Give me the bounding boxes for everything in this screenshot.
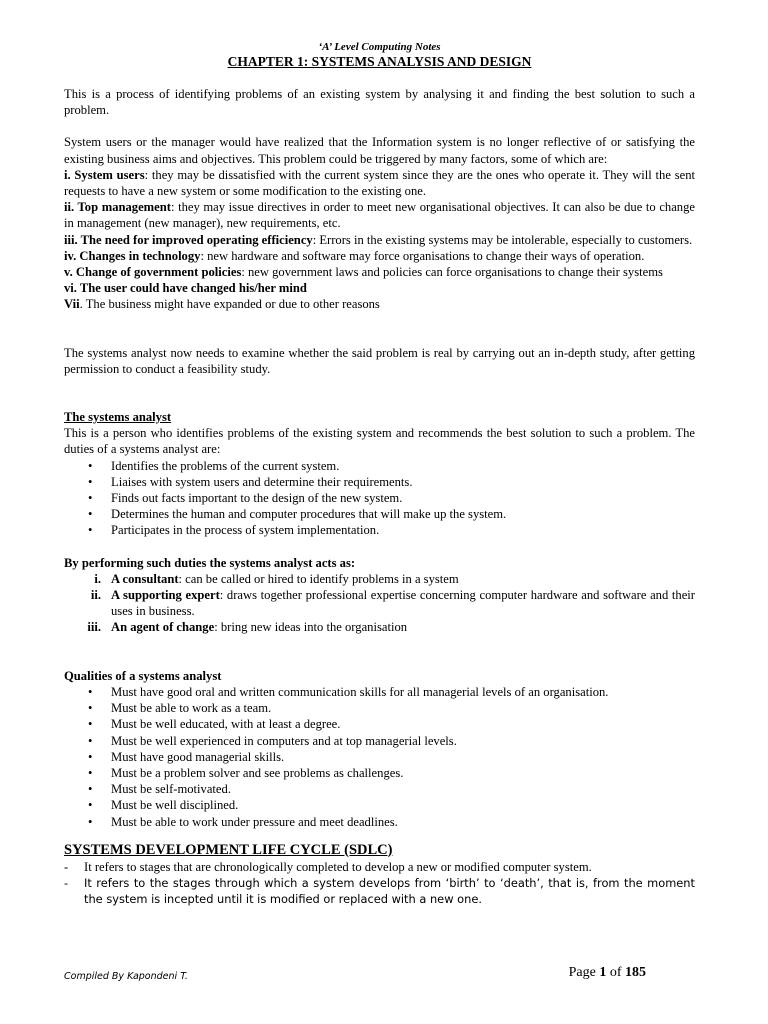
trigger-label: v. Change of government policies	[64, 265, 242, 280]
list-item: • Participates in the process of system implementation.	[64, 522, 695, 538]
list-item: • Identifies the problems of the current system.	[64, 458, 695, 474]
list-item: • Must be well experienced in computers and at top managerial levels.	[64, 733, 695, 749]
feasibility-paragraph: The systems analyst now needs to examine whether the said problem is real by carrying out an in-depth study, after getting permission to conduct a feasibility study.	[64, 345, 695, 376]
role-label: An agent of change	[111, 620, 215, 635]
trigger-item	[64, 264, 695, 280]
role-number: iii.	[87, 620, 101, 635]
trigger-text: : Errors in the existing systems may be intolerable, especially to customers.	[312, 232, 693, 247]
analyst-paragraph: This is a person who identifies problems of the existing system and recommends the best solution to such a problem. The duties of a systems analyst are:	[64, 426, 695, 457]
trigger-item	[64, 248, 695, 264]
role-label: A supporting expert	[111, 588, 220, 603]
role-label: A consultant	[111, 571, 179, 586]
trigger-text: : new hardware and software may force organisations to change their ways of operation.	[200, 248, 645, 263]
document-page	[64, 40, 695, 907]
triggers-intro-paragraph: System users or the manager would have realized that the Information system is no longer reflective of or satisfying the existing business aims and objectives. This problem could be triggered by many factors, some of which are:	[64, 135, 695, 166]
trigger-label: Vii	[64, 297, 80, 312]
list-item: • Must be self-motivated.	[64, 781, 695, 797]
chapter-title: CHAPTER 1: SYSTEMS ANALYSIS AND DESIGN	[227, 54, 532, 69]
list-item: • Must have good oral and written communication skills for all managerial levels of an organisation.	[64, 684, 695, 700]
role-number: i.	[94, 571, 101, 586]
trigger-item	[64, 296, 695, 312]
trigger-label: ii. Top management	[64, 200, 171, 215]
list-item: • Must have good managerial skills.	[64, 749, 695, 765]
duties-list	[64, 458, 695, 539]
role-text: : can be called or hired to identify problems in a system	[178, 571, 459, 586]
trigger-item	[64, 280, 695, 296]
list-item: • Must be able to work as a team.	[64, 700, 695, 716]
list-item: • Determines the human and computer procedures that will make up the system.	[64, 506, 695, 522]
role-number: ii.	[90, 588, 101, 603]
trigger-text: : new government laws and policies can force organisations to change their systems	[241, 265, 663, 280]
trigger-text: : they may be dissatisfied with the current system since they are the ones who operate it. They will the sent requests to have a new system or some modification to the existing one.	[64, 167, 695, 199]
roles-heading: By performing such duties the systems analyst acts as:	[64, 555, 356, 570]
qualities-list	[64, 684, 695, 830]
trigger-label: iv. Changes in technology	[64, 248, 201, 263]
running-title: ‘A’ Level Computing Notes	[318, 41, 441, 53]
list-item: • Must be a problem solver and see problems as challenges.	[64, 765, 695, 781]
trigger-item	[64, 199, 695, 231]
list-item: • Must be well disciplined.	[64, 797, 695, 813]
qualities-heading: Qualities of a systems analyst	[64, 668, 222, 683]
sdlc-heading: SYSTEMS DEVELOPMENT LIFE CYCLE (SDLC)	[64, 841, 393, 858]
page-total: 185	[625, 965, 646, 980]
list-item: • Liaises with system users and determine their requirements.	[64, 474, 695, 490]
list-item	[64, 619, 695, 635]
analyst-heading: The systems analyst	[64, 410, 172, 425]
page-current: 1	[599, 965, 607, 980]
list-item: • Must be able to work under pressure and meet deadlines.	[64, 814, 695, 830]
trigger-label: iii. The need for improved operating efficiency	[64, 232, 313, 247]
trigger-item	[64, 232, 695, 248]
roles-list	[64, 571, 695, 636]
list-item: • Must be well educated, with at least a degree.	[64, 716, 695, 732]
of-word: of	[606, 965, 625, 980]
sdlc-list	[64, 859, 695, 908]
list-item: - It refers to the stages through which a system develops from ‘birth’ to ‘death’, that is, from the moment the system is incepted until it is modified or replaced with a new one.	[64, 875, 695, 907]
role-text: : draws together professional expertise concerning computer hardware and software and their uses in business.	[111, 588, 695, 619]
page-word: Page	[568, 965, 600, 980]
intro-paragraph: This is a process of identifying problems of an existing system by analysing it and finding the best solution to such a problem.	[64, 87, 695, 118]
trigger-text: . The business might have expanded or due to other reasons	[79, 297, 380, 312]
trigger-text: : they may issue directives in order to meet new organisational objectives. It can also be due to change in management (new manager), new requirements, etc.	[64, 200, 695, 231]
trigger-item	[64, 167, 695, 199]
page-number	[569, 965, 646, 981]
trigger-label: i. System users	[64, 167, 145, 182]
list-item	[64, 571, 695, 587]
triggers-list	[64, 167, 695, 313]
list-item: - It refers to stages that are chronologically completed to develop a new or modified computer system.	[64, 859, 695, 875]
list-item	[64, 587, 695, 619]
trigger-label: vi. The user could have changed his/her mind	[64, 281, 307, 296]
compiled-by: Compiled By Kapondeni T.	[64, 971, 188, 982]
list-item: • Finds out facts important to the design of the new system.	[64, 490, 695, 506]
role-text: : bring new ideas into the organisation	[214, 620, 408, 635]
